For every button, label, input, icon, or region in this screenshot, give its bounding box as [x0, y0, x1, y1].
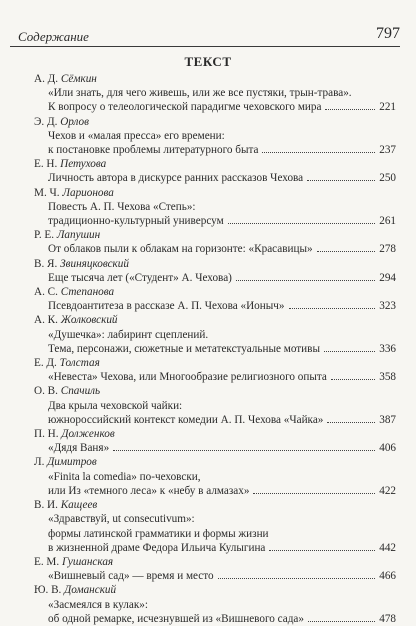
- toc-page-number[interactable]: 278: [379, 243, 396, 256]
- toc-author: Э. Д. Орлов: [34, 115, 89, 128]
- toc-title-row: [34, 569, 396, 583]
- toc-title-row: [34, 299, 396, 313]
- toc-entry: [34, 186, 396, 229]
- dot-leader: [331, 379, 375, 380]
- toc-author: В. Я. Звиняцковский: [34, 257, 129, 270]
- toc-page-number[interactable]: 406: [379, 442, 396, 455]
- dot-leader: [317, 251, 376, 252]
- toc-title-line: «Finita la comedia» по-чеховски,: [48, 470, 201, 483]
- toc-author: Л. Димитров: [34, 456, 97, 469]
- toc-title-line: Еще тысяча лет («Студент» А. Чехова): [48, 271, 232, 284]
- dot-leader: [253, 493, 375, 494]
- toc-page-number[interactable]: 323: [379, 300, 396, 313]
- toc-page-number[interactable]: 422: [379, 484, 396, 497]
- page-header: [10, 24, 400, 47]
- toc-title-line: Чехов и «малая пресса» его времени:: [48, 129, 225, 142]
- toc-title-line: «Дядя Ваня»: [48, 442, 110, 455]
- toc-title-row: [34, 484, 396, 498]
- toc-title-line: От облаков пыли к облакам на горизонте: «Красавицы»: [48, 243, 313, 256]
- toc-entry: [34, 257, 396, 285]
- toc-title-row: [34, 214, 396, 228]
- dot-leader: [228, 223, 376, 224]
- dot-leader: [236, 280, 375, 281]
- toc-title-line: Два крыла чеховской чайки:: [48, 399, 183, 412]
- toc-author: В. И. Кащеев: [34, 499, 98, 512]
- toc-author: Е. Н. Петухова: [34, 158, 107, 171]
- toc-title-line: К вопросу о телеологической парадигме чеховского мира: [48, 101, 322, 114]
- toc-author: Е. Д. Толстая: [34, 357, 100, 370]
- toc-title-row: [34, 100, 396, 114]
- toc-title-line: «Или знать, для чего живешь, или же все пустяки, трын-трава».: [48, 87, 352, 100]
- toc-title-line: «Засмеялся в кулак»:: [48, 598, 148, 611]
- toc-title-line: формы латинской грамматики и формы жизни: [48, 527, 269, 540]
- toc-page-number[interactable]: 261: [379, 215, 396, 228]
- table-of-contents: [34, 72, 396, 626]
- toc-author: А. Д. Сёмкин: [34, 73, 97, 85]
- toc-page-number[interactable]: 221: [379, 101, 396, 114]
- toc-page-number[interactable]: 358: [379, 371, 396, 384]
- dot-leader: [327, 422, 375, 423]
- toc-entry: [34, 157, 396, 185]
- toc-page-number[interactable]: 387: [379, 413, 396, 426]
- toc-title-line: Тема, персонажи, сюжетные и метатекстуальные мотивы: [48, 342, 320, 355]
- toc-title-row: [34, 171, 396, 185]
- toc-page-number[interactable]: 294: [379, 271, 396, 284]
- toc-title-line: «Душечка»: лабиринт сцеплений.: [48, 328, 209, 341]
- toc-title-line: «Вишневый сад» — время и место: [48, 570, 214, 583]
- dot-leader: [307, 180, 375, 181]
- toc-entry: [34, 285, 396, 313]
- toc-page-number[interactable]: 336: [379, 342, 396, 355]
- toc-title-row: [34, 413, 396, 427]
- toc-title-line: Повесть А. П. Чехова «Степь»:: [48, 200, 196, 213]
- toc-author: А. С. Степанова: [34, 286, 115, 299]
- toc-entry: [34, 583, 396, 626]
- toc-author: О. В. Спачиль: [34, 385, 101, 398]
- toc-title-line: Псевдоантитеза в рассказе А. П. Чехова «Ионыч»: [48, 300, 285, 313]
- toc-author: А. К. Жолковский: [34, 314, 118, 327]
- toc-title-row: [34, 242, 396, 256]
- toc-title-line: южнороссийский контекст комедии А. П. Чехова «Чайка»: [48, 413, 324, 426]
- dot-leader: [113, 450, 375, 451]
- dot-leader: [269, 550, 375, 551]
- toc-page-number[interactable]: 237: [379, 144, 396, 157]
- toc-page-number[interactable]: 250: [379, 172, 396, 185]
- toc-title-row: [34, 271, 396, 285]
- toc-entry: [34, 115, 396, 158]
- toc-author: Е. М. Гушанская: [34, 555, 114, 568]
- toc-entry: [34, 384, 396, 427]
- dot-leader: [218, 578, 376, 579]
- toc-page-number[interactable]: 442: [379, 541, 396, 554]
- running-head: Содержание: [18, 29, 89, 44]
- toc-title-row: [34, 342, 396, 356]
- toc-title-row: [34, 370, 396, 384]
- toc-title-row: [34, 143, 396, 157]
- toc-entry: [34, 555, 396, 583]
- dot-leader: [289, 308, 376, 309]
- toc-author: Ю. В. Доманский: [34, 584, 117, 597]
- toc-title-line: в жизненной драме Федора Ильича Кулыгина: [48, 541, 266, 554]
- toc-entry: [34, 356, 396, 384]
- toc-entry: [34, 455, 396, 498]
- dot-leader: [308, 621, 375, 622]
- toc-entry: [34, 313, 396, 356]
- toc-entry: [34, 498, 396, 555]
- toc-entry: [34, 72, 396, 115]
- toc-page-number[interactable]: 478: [379, 612, 396, 625]
- page-number: 797: [376, 25, 400, 42]
- toc-author: Р. Е. Лапушин: [34, 229, 101, 242]
- dot-leader: [262, 152, 375, 153]
- toc-title-line: об одной ремарке, исчезнувшей из «Вишневого сада»: [48, 612, 304, 625]
- toc-title-line: или Из «темного леса» к «небу в алмазах»: [48, 484, 250, 497]
- toc-author: П. Н. Долженков: [34, 428, 115, 441]
- toc-page-number[interactable]: 466: [379, 570, 396, 583]
- toc-title-line: традиционно-культурный универсум: [48, 215, 224, 228]
- dot-leader: [325, 109, 375, 110]
- toc-entry: [34, 427, 396, 455]
- toc-title-line: к постановке проблемы литературного быта: [48, 144, 259, 157]
- toc-entry: [34, 228, 396, 256]
- toc-author: М. Ч. Ларионова: [34, 186, 114, 199]
- toc-title-row: [34, 541, 396, 555]
- toc-title-line: «Здравствуй, ut consecutivum»:: [48, 513, 195, 526]
- toc-title-line: «Невеста» Чехова, или Многообразие религиозного опыта: [48, 371, 327, 384]
- section-title: ТЕКСТ: [184, 54, 232, 69]
- toc-title-row: [34, 441, 396, 455]
- dot-leader: [324, 351, 375, 352]
- toc-title-line: Личность автора в дискурсе ранних рассказов Чехова: [48, 172, 304, 185]
